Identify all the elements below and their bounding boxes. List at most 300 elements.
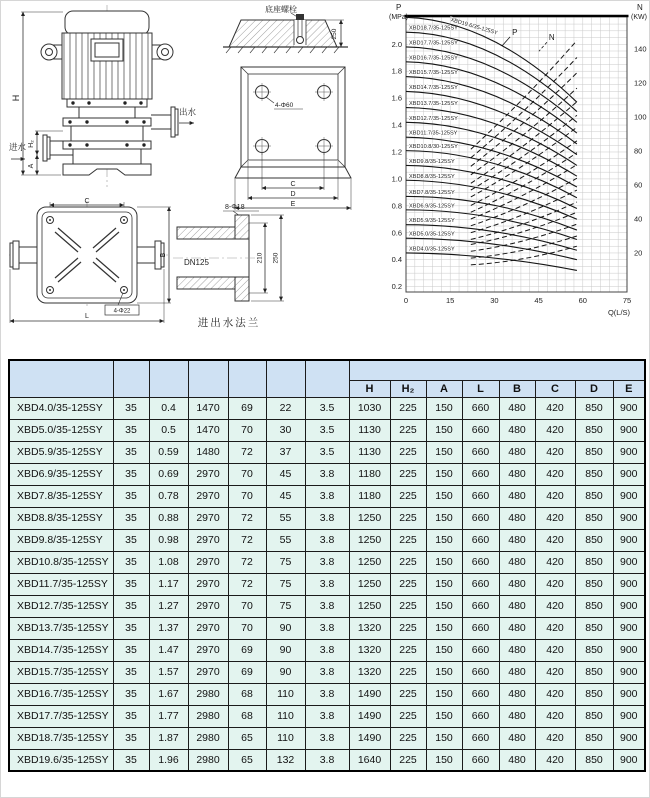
dim-header-l: L [462,380,499,397]
model-cell: XBD5.0/35-125SY [9,419,113,441]
table-row [9,683,645,705]
value-cell: 70 [228,419,266,441]
empty-header-col6 [305,360,349,397]
base-plate-dim-d: D [290,191,296,198]
value-cell: 3.8 [305,573,349,595]
value-cell: 72 [228,507,266,529]
value-cell: 72 [228,551,266,573]
model-cell: XBD19.6/35-125SY [9,749,113,771]
value-cell: 35 [113,749,149,771]
dims-group-header [349,360,645,380]
value-cell: 1490 [349,705,390,727]
curve-label: XBD16.7/35-125SY [409,55,458,62]
value-cell: 35 [113,617,149,639]
table-row [9,617,645,639]
x-tick: 60 [578,296,587,305]
value-cell: 420 [535,705,575,727]
foundation-bolt-drawing [223,3,348,66]
top-view-dim-c: C [84,198,90,205]
y-left-tick: 0.6 [391,228,402,238]
y-left-tick: 1.0 [391,174,402,184]
value-cell: 90 [266,661,305,683]
value-cell: 1320 [349,639,390,661]
empty-header-col2 [149,360,188,397]
value-cell: 225 [390,419,426,441]
value-cell: 660 [462,463,499,485]
curve-label: XBD8.8/35-125SY [409,173,455,180]
value-cell: 35 [113,463,149,485]
value-cell: 225 [390,463,426,485]
curve-label: XBD19.6/35-125SY [449,17,499,37]
model-cell: XBD18.7/35-125SY [9,727,113,749]
value-cell: 850 [575,705,613,727]
value-cell: 68 [228,705,266,727]
value-cell: 35 [113,573,149,595]
value-cell: 150 [426,749,462,771]
x-tick: 30 [490,296,499,305]
value-cell: 55 [266,529,305,551]
value-cell: 45 [266,463,305,485]
value-cell: 420 [535,463,575,485]
curve-label: XBD17.7/35-125SY [409,40,458,47]
value-cell: 150 [426,507,462,529]
value-cell: 3.5 [305,397,349,419]
curve-label: XBD18.7/35-125SY [409,25,458,32]
table-row [9,595,645,617]
value-cell: 225 [390,683,426,705]
value-cell: 3.8 [305,639,349,661]
table-row [9,441,645,463]
value-cell: 225 [390,705,426,727]
value-cell: 3.8 [305,529,349,551]
value-cell: 850 [575,727,613,749]
y-right-tick: 40 [634,214,643,224]
value-cell: 1130 [349,419,390,441]
model-cell: XBD5.9/35-125SY [9,441,113,463]
value-cell: 35 [113,441,149,463]
x-tick: 15 [446,296,455,305]
value-cell: 69 [228,639,266,661]
value-cell: 900 [613,397,645,419]
model-cell: XBD9.8/35-125SY [9,529,113,551]
value-cell: 1490 [349,727,390,749]
value-cell: 150 [426,551,462,573]
value-cell: 900 [613,463,645,485]
value-cell: 150 [426,705,462,727]
value-cell: 35 [113,507,149,529]
value-cell: 22 [266,397,305,419]
y-right-axis-unit: (KW) [631,14,647,21]
flange-dim-250: 250 [272,252,280,264]
value-cell: 225 [390,639,426,661]
curve-label: XBD4.0/35-125SY [409,246,455,253]
value-cell: 69 [228,661,266,683]
y-left-tick: 1.8 [391,66,402,76]
value-cell: 660 [462,507,499,529]
dim-header-b: B [499,380,535,397]
value-cell: 110 [266,705,305,727]
curve-label: XBD6.9/35-125SY [409,203,455,210]
value-cell: 3.8 [305,595,349,617]
value-cell: 90 [266,617,305,639]
foundation-bolt-label: 底座螺栓 [265,5,297,14]
value-cell: 1.67 [149,683,188,705]
value-cell: 900 [613,595,645,617]
value-cell: 1130 [349,441,390,463]
y-right-tick: 100 [634,112,647,122]
value-cell: 420 [535,485,575,507]
value-cell: 35 [113,551,149,573]
value-cell: 900 [613,727,645,749]
value-cell: 2970 [188,573,228,595]
value-cell: 68 [228,683,266,705]
value-cell: 900 [613,529,645,551]
value-cell: 900 [613,749,645,771]
value-cell: 3.8 [305,551,349,573]
value-cell: 150 [426,419,462,441]
value-cell: 225 [390,397,426,419]
value-cell: 1470 [188,419,228,441]
value-cell: 2970 [188,617,228,639]
value-cell: 75 [266,551,305,573]
value-cell: 660 [462,749,499,771]
value-cell: 850 [575,749,613,771]
value-cell: 35 [113,529,149,551]
n-curve [471,102,577,184]
y-right-tick: 140 [634,44,647,54]
value-cell: 150 [426,463,462,485]
value-cell: 660 [462,727,499,749]
flange-dim-210: 210 [256,252,264,264]
value-cell: 225 [390,595,426,617]
value-cell: 0.5 [149,419,188,441]
value-cell: 132 [266,749,305,771]
foundation-dim-250: 250 [331,28,338,40]
y-left-tick: 2.0 [391,39,402,49]
value-cell: 850 [575,463,613,485]
flange-caption: 进出水法兰 [197,317,261,329]
value-cell: 35 [113,639,149,661]
table-row [9,639,645,661]
dim-header-h2: H₂ [390,380,426,397]
value-cell: 65 [228,727,266,749]
value-cell: 35 [113,595,149,617]
value-cell: 3.8 [305,463,349,485]
value-cell: 850 [575,617,613,639]
value-cell: 225 [390,529,426,551]
value-cell: 1250 [349,573,390,595]
value-cell: 0.78 [149,485,188,507]
value-cell: 72 [228,529,266,551]
value-cell: 660 [462,683,499,705]
value-cell: 850 [575,661,613,683]
value-cell: 0.88 [149,507,188,529]
value-cell: 480 [499,551,535,573]
value-cell: 480 [499,485,535,507]
model-cell: XBD4.0/35-125SY [9,397,113,419]
value-cell: 420 [535,595,575,617]
y-left-tick: 0.8 [391,201,402,211]
value-cell: 110 [266,727,305,749]
value-cell: 850 [575,419,613,441]
value-cell: 420 [535,441,575,463]
value-cell: 480 [499,683,535,705]
value-cell: 1470 [188,397,228,419]
value-cell: 900 [613,661,645,683]
value-cell: 0.59 [149,441,188,463]
value-cell: 900 [613,683,645,705]
value-cell: 2980 [188,727,228,749]
value-cell: 75 [266,595,305,617]
table-row [9,507,645,529]
table-row [9,397,645,419]
value-cell: 1.08 [149,551,188,573]
value-cell: 1180 [349,463,390,485]
value-cell: 850 [575,507,613,529]
curve-label: XBD12.7/35-125SY [409,115,458,122]
value-cell: 0.4 [149,397,188,419]
value-cell: 850 [575,551,613,573]
inlet-label: 进水 [9,142,27,152]
value-cell: 1.87 [149,727,188,749]
value-cell: 420 [535,617,575,639]
top-view-holes-label: 4-Φ22 [113,308,131,315]
value-cell: 70 [228,617,266,639]
value-cell: 1480 [188,441,228,463]
value-cell: 480 [499,507,535,529]
table-row [9,485,645,507]
value-cell: 2970 [188,529,228,551]
value-cell: 900 [613,617,645,639]
value-cell: 70 [228,463,266,485]
value-cell: 1250 [349,595,390,617]
value-cell: 660 [462,661,499,683]
value-cell: 660 [462,551,499,573]
model-cell: XBD7.8/35-125SY [9,485,113,507]
value-cell: 660 [462,419,499,441]
value-cell: 225 [390,661,426,683]
value-cell: 75 [266,573,305,595]
value-cell: 900 [613,705,645,727]
dim-header-d: D [575,380,613,397]
dim-header-c: C [535,380,575,397]
value-cell: 3.5 [305,441,349,463]
x-tick: 75 [622,296,632,305]
dim-a-label: A [28,163,35,169]
value-cell: 420 [535,749,575,771]
curve-label: XBD11.7/35-125SY [409,130,458,137]
model-cell: XBD11.7/35-125SY [9,573,113,595]
value-cell: 850 [575,595,613,617]
value-cell: 900 [613,441,645,463]
value-cell: 150 [426,529,462,551]
empty-header-col5 [266,360,305,397]
value-cell: 150 [426,661,462,683]
value-cell: 480 [499,705,535,727]
flange-section-drawing [171,201,296,338]
y-left-tick: 1.6 [391,93,402,103]
model-cell: XBD16.7/35-125SY [9,683,113,705]
value-cell: 420 [535,727,575,749]
value-cell: 225 [390,617,426,639]
value-cell: 150 [426,485,462,507]
empty-header-col1 [113,360,149,397]
value-cell: 1640 [349,749,390,771]
model-cell: XBD12.7/35-125SY [9,595,113,617]
value-cell: 420 [535,661,575,683]
value-cell: 225 [390,507,426,529]
x-tick: 0 [403,296,409,305]
value-cell: 900 [613,639,645,661]
value-cell: 35 [113,661,149,683]
table-row [9,463,645,485]
base-plate-drawing [229,61,364,218]
value-cell: 420 [535,507,575,529]
value-cell: 850 [575,441,613,463]
value-cell: 30 [266,419,305,441]
value-cell: 70 [228,485,266,507]
model-cell: XBD10.8/35-125SY [9,551,113,573]
value-cell: 2980 [188,749,228,771]
value-cell: 480 [499,727,535,749]
value-cell: 2980 [188,705,228,727]
value-cell: 1.96 [149,749,188,771]
performance-chart [389,1,650,328]
value-cell: 45 [266,485,305,507]
value-cell: 1250 [349,551,390,573]
value-cell: 35 [113,419,149,441]
model-cell: XBD15.7/35-125SY [9,661,113,683]
value-cell: 660 [462,573,499,595]
value-cell: 2970 [188,485,228,507]
dim-header-h: H [349,380,390,397]
value-cell: 225 [390,441,426,463]
value-cell: 480 [499,463,535,485]
empty-header-model [9,360,113,397]
value-cell: 225 [390,727,426,749]
curve-label: XBD5.0/35-125SY [409,231,455,238]
value-cell: 90 [266,639,305,661]
table-row [9,551,645,573]
value-cell: 420 [535,397,575,419]
dim-h2-label: H₂ [28,140,35,148]
top-view-dim-b: B [160,252,167,258]
value-cell: 225 [390,551,426,573]
value-cell: 69 [228,397,266,419]
y-left-tick: 1.2 [391,147,402,157]
value-cell: 0.69 [149,463,188,485]
value-cell: 2970 [188,639,228,661]
value-cell: 3.8 [305,749,349,771]
value-cell: 3.8 [305,705,349,727]
value-cell: 850 [575,397,613,419]
value-cell: 420 [535,419,575,441]
value-cell: 480 [499,595,535,617]
value-cell: 2980 [188,683,228,705]
model-cell: XBD8.8/35-125SY [9,507,113,529]
curve-label: XBD15.7/35-125SY [409,70,458,77]
y-right-tick: 20 [634,248,643,258]
value-cell: 72 [228,441,266,463]
value-cell: 150 [426,683,462,705]
value-cell: 150 [426,595,462,617]
value-cell: 850 [575,683,613,705]
value-cell: 150 [426,639,462,661]
outlet-label: 出水 [179,107,197,117]
value-cell: 225 [390,573,426,595]
pump-front-view-drawing [7,3,197,198]
value-cell: 3.8 [305,617,349,639]
value-cell: 225 [390,749,426,771]
value-cell: 420 [535,639,575,661]
value-cell: 1.27 [149,595,188,617]
value-cell: 480 [499,639,535,661]
table-row [9,661,645,683]
value-cell: 2970 [188,463,228,485]
y-left-tick: 1.4 [391,120,402,130]
value-cell: 1030 [349,397,390,419]
value-cell: 660 [462,397,499,419]
curve-label: XBD5.9/35-125SY [409,218,455,225]
value-cell: 70 [228,595,266,617]
value-cell: 1180 [349,485,390,507]
value-cell: 900 [613,551,645,573]
value-cell: 35 [113,485,149,507]
value-cell: 65 [228,749,266,771]
value-cell: 3.8 [305,727,349,749]
value-cell: 2970 [188,551,228,573]
base-plate-dim-e: E [290,201,296,208]
value-cell: 850 [575,485,613,507]
curve-label: XBD13.7/35-125SY [409,101,458,108]
table-row [9,749,645,771]
spec-table-body [9,397,645,771]
value-cell: 1.57 [149,661,188,683]
flange-dn-label: DN125 [184,258,209,267]
value-cell: 0.98 [149,529,188,551]
value-cell: 420 [535,683,575,705]
model-cell: XBD13.7/35-125SY [9,617,113,639]
value-cell: 1490 [349,683,390,705]
value-cell: 35 [113,727,149,749]
value-cell: 480 [499,617,535,639]
value-cell: 37 [266,441,305,463]
dim-header-e: E [613,380,645,397]
value-cell: 850 [575,639,613,661]
value-cell: 900 [613,573,645,595]
value-cell: 2970 [188,507,228,529]
value-cell: 660 [462,529,499,551]
value-cell: 35 [113,683,149,705]
value-cell: 850 [575,573,613,595]
empty-header-col4 [228,360,266,397]
flange-holes-label: 8-Φ18 [225,204,245,211]
value-cell: 1.37 [149,617,188,639]
model-cell: XBD14.7/35-125SY [9,639,113,661]
y-right-tick: 120 [634,78,647,88]
curve-label: XBD14.7/35-125SY [409,84,458,91]
curve-label: XBD10.8/30-125SY [409,144,458,151]
y-left-axis-unit: (MPa) [389,14,409,21]
value-cell: 850 [575,529,613,551]
dim-header-a: A [426,380,462,397]
table-row [9,529,645,551]
value-cell: 480 [499,573,535,595]
value-cell: 55 [266,507,305,529]
value-cell: 420 [535,529,575,551]
n-curve [471,58,577,158]
value-cell: 150 [426,397,462,419]
